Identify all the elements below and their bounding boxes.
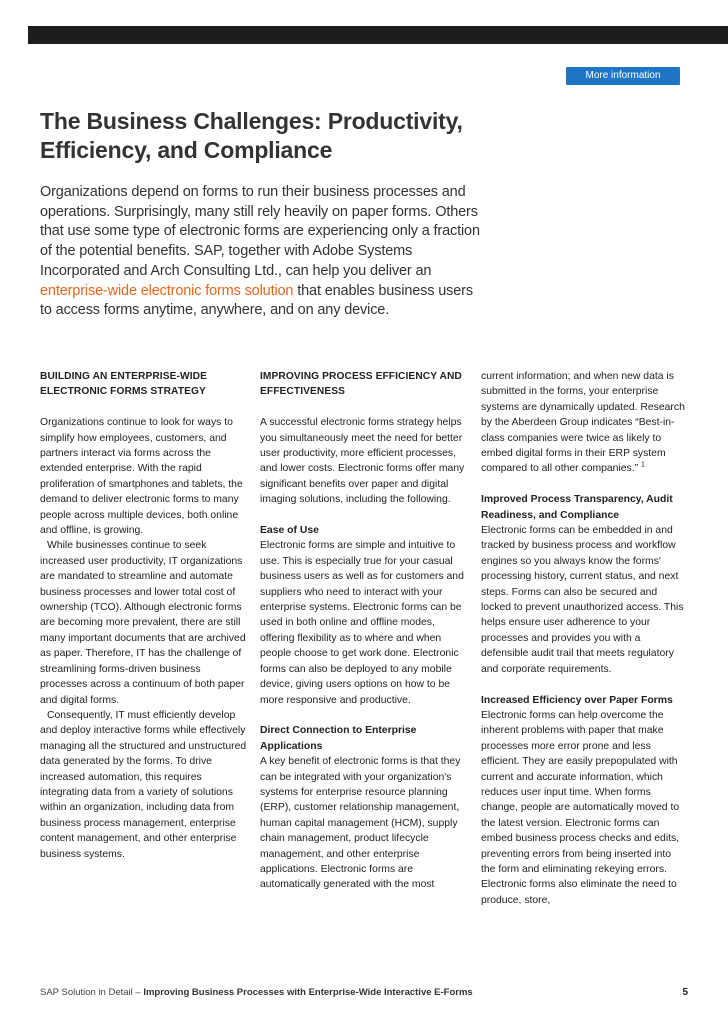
page-title-line-1: The Business Challenges: Productivity, xyxy=(40,108,463,134)
subheading-direct-connection: Direct Connection to Enterprise Applications xyxy=(260,725,417,752)
more-information-button[interactable]: More information xyxy=(566,67,680,85)
column-3 xyxy=(481,369,688,908)
col2-paragraph-3: A key benefit of electronic forms is that they can be integrated with your organization's systems for enterprise resource planning (ERP), customer relationship management, human capital management (HCM), supply chain management, product lifecycle management, and other enterprise applications. Electronic forms are automatically generated with the most xyxy=(260,756,461,891)
section-heading-efficiency: IMPROVING PROCESS EFFICIENCY AND EFFECTIVENESS xyxy=(260,371,462,398)
col2-paragraph-1: A successful electronic forms strategy helps you simultaneously meet the need for better user productivity, more efficient processes, and lower costs. Electronic forms offer many significant benefits over paper and digital imaging solutions, including the following. xyxy=(260,417,465,506)
enterprise-forms-link[interactable]: enterprise-wide electronic forms solution xyxy=(40,282,294,299)
footer-document-title: Improving Business Processes with Enterprise-Wide Interactive E-Forms xyxy=(143,987,473,998)
section-heading-strategy: BUILDING AN ENTERPRISE-WIDE ELECTRONIC FORMS STRATEGY xyxy=(40,371,208,398)
subheading-efficiency-paper: Increased Efficiency over Paper Forms xyxy=(481,694,673,706)
page-number: 5 xyxy=(682,987,688,998)
footnote-reference[interactable]: 1 xyxy=(640,461,645,469)
col1-paragraph-2: While businesses continue to seek increased user productivity, IT organizations are mandated to streamline and automate business processes and lower total cost of ownership (TCO). Although electronic forms are becoming more prevalent, there are still many important documents that are archived as paper. Therefore, IT has the challenge of streamlining forms-driven business processes across a continuum of both paper and digital forms. xyxy=(40,540,246,706)
intro-text-before: Organizations depend on forms to run their business processes and operations. Surprisingly, many still rely heavily on paper forms. Others that use some type of electronic forms are experiencing only a fraction of the potential benefits. SAP, together with Adobe Systems Incorporated and Arch Consulting Ltd., can help you deliver an xyxy=(40,184,480,279)
col2-paragraph-2: Electronic forms are simple and intuitive to use. This is especially true for your casual business users as well as for customers and suppliers who need to interact with your enterprise systems. Electronic forms can be used in both online and offline modes, offering flexibility as to where and when people choose to get work done. Electronic forms can also be deployed to any mobile device, giving users options on how to be more responsive and productive. xyxy=(260,540,464,706)
page-title-line-2: Efficiency, and Compliance xyxy=(40,137,333,163)
col3-paragraph-1-text: current information; and when new data is submitted in the forms, your enterprise systems are dynamically updated. Research by the Aberdeen Group indicates “Best-in-class companies were twice as likely to embed digital forms in their ERP system compared to all other companies.” xyxy=(481,371,685,475)
col1-paragraph-3: Consequently, IT must efficiently develop and deploy interactive forms while effectively managing all the structured and unstructured data generated by the forms. To drive increased automation, this requires integrating data from a variety of solutions within an organization, including data from business process management, enterprise content management, and other enterprise business systems. xyxy=(40,709,247,860)
subheading-transparency: Improved Process Transparency, Audit Readiness, and Compliance xyxy=(481,494,673,521)
column-1 xyxy=(40,369,247,862)
col1-paragraph-1: Organizations continue to look for ways to simplify how employees, customers, and partners interact via forms across the extended enterprise. With the rapid proliferation of smartphones and tablets, the demand to deliver electronic forms to many people across multiple devices, both online and offline, is growing. xyxy=(40,417,243,537)
intro-paragraph xyxy=(40,183,480,321)
col3-paragraph-2: Electronic forms can be embedded in and tracked by business process and workflow engines so you always know the forms' processing history, current status, and next steps. Forms can also be secured and locked to prevent unauthorized access. This helps ensure user adherence to your processes and provides you with a defensible audit trail that meets regulatory and corporate requirements. xyxy=(481,525,684,675)
intro-text-after: that enables business users to access forms anytime, anywhere, and on any device. xyxy=(40,282,473,319)
page-footer xyxy=(40,987,688,998)
column-2 xyxy=(260,369,467,893)
page-title xyxy=(40,107,600,165)
footer-series: SAP Solution in Detail – xyxy=(40,987,144,998)
col3-paragraph-1 xyxy=(481,369,688,477)
col3-paragraph-3: Electronic forms can help overcome the inherent problems with paper that make processes more error prone and less efficient. They are easily prepopulated with current and accurate information, which reduces user input time. When forms change, people are automatically moved to the latest version. Electronic forms can embed business process checks and edits, preventing errors from being inserted into the form and eliminating rekeying errors. Electronic forms also eliminate the need to produce, store, xyxy=(481,709,680,906)
subheading-ease-of-use: Ease of Use xyxy=(260,525,319,537)
top-bar xyxy=(28,26,728,44)
